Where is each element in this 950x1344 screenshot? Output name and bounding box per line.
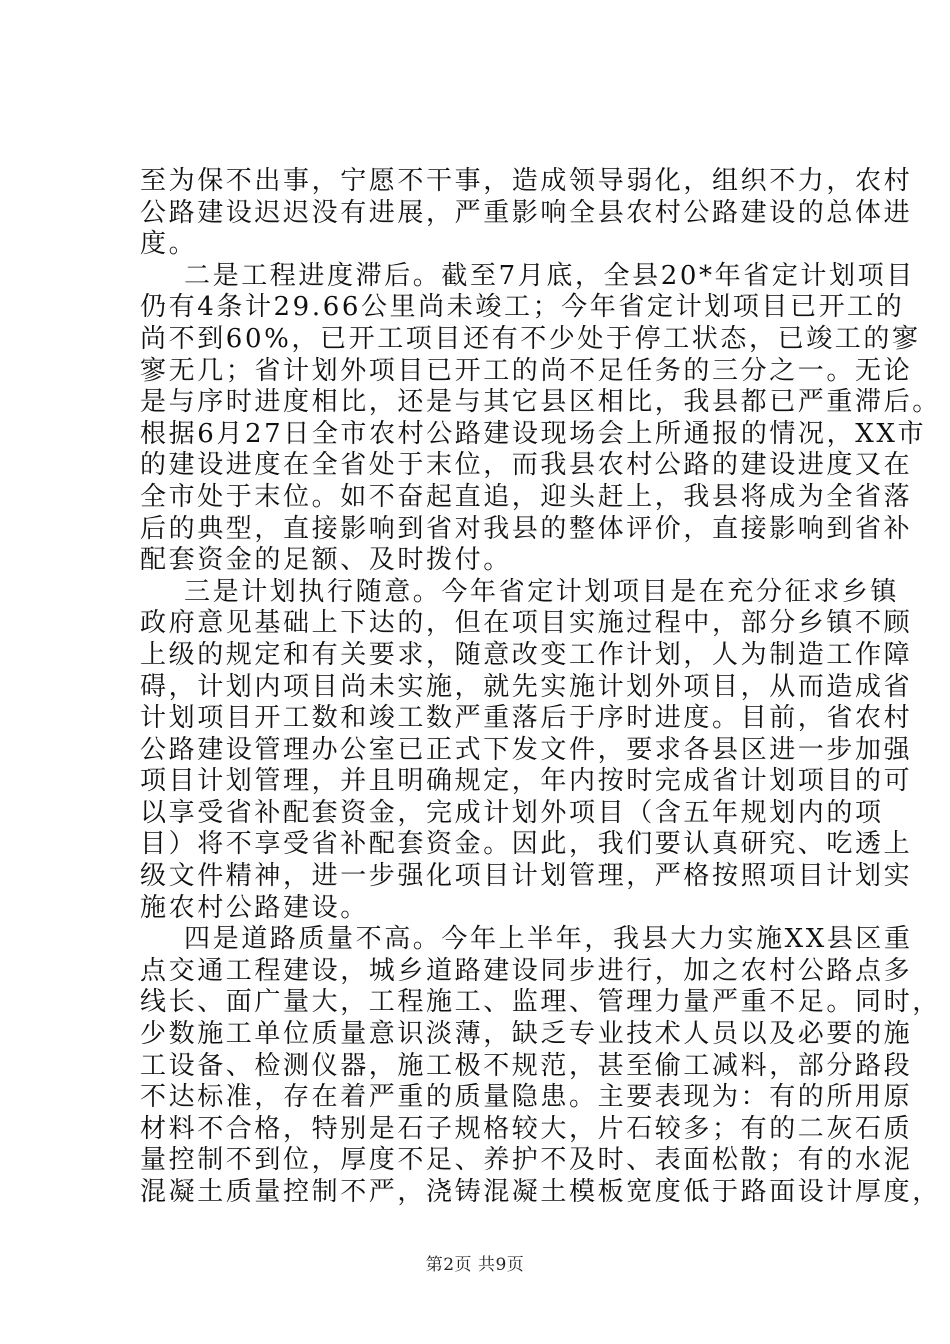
text-line: 全市处于末位。如不奋起直追，迎头赶上，我县将成为全省落 bbox=[140, 481, 913, 512]
text-line: 项目计划管理，并且明确规定，年内按时完成省计划项目的可 bbox=[140, 766, 913, 797]
text-line: 点交通工程建设，城乡道路建设同步进行，加之农村公路点多 bbox=[140, 955, 913, 986]
text-line: 寥无几；省计划外项目已开工的尚不足任务的三分之一。无论 bbox=[140, 355, 913, 386]
text-line: 不达标准，存在着严重的质量隐患。主要表现为：有的所用原 bbox=[140, 1082, 913, 1113]
text-line: 上级的规定和有关要求，随意改变工作计划，人为制造工作障 bbox=[140, 639, 913, 670]
text-line: 仍有4条计29.66公里尚未竣工；今年省定计划项目已开工的 bbox=[140, 292, 905, 323]
text-line: 材料不合格，特别是石子规格较大，片石较多；有的二灰石质 bbox=[140, 1113, 913, 1144]
text-line: 是与序时进度相比，还是与其它县区相比，我县都已严重滞后。 bbox=[140, 387, 941, 418]
text-line: 线长、面广量大，工程施工、监理、管理力量严重不足。同时， bbox=[140, 987, 941, 1018]
text-line: 三是计划执行随意。今年省定计划项目是在充分征求乡镇 bbox=[184, 576, 900, 607]
text-line: 少数施工单位质量意识淡薄，缺乏专业技术人员以及必要的施 bbox=[140, 1019, 913, 1050]
text-line: 计划项目开工数和竣工数严重落后于序时进度。目前，省农村 bbox=[140, 703, 913, 734]
text-line: 碍，计划内项目尚未实施，就先实施计划外项目，从而造成省 bbox=[140, 671, 913, 702]
text-line: 公路建设迟迟没有进展，严重影响全县农村公路建设的总体进 bbox=[140, 197, 913, 228]
text-line: 混凝土质量控制不严，浇铸混凝土模板宽度低于路面设计厚度， bbox=[140, 1177, 941, 1207]
text-line: 级文件精神，进一步强化项目计划管理，严格按照项目计划实 bbox=[140, 861, 913, 892]
text-line: 的建设进度在全省处于末位，而我县农村公路的建设进度又在 bbox=[140, 450, 913, 481]
text-line: 后的典型，直接影响到省对我县的整体评价，直接影响到省补 bbox=[140, 513, 913, 544]
text-line: 根据6月27日全市农村公路建设现场会上所通报的情况，XX市 bbox=[140, 418, 927, 449]
text-line: 二是工程进度滞后。截至7月底，全县20*年省定计划项目 bbox=[184, 260, 915, 291]
text-line: 量控制不到位，厚度不足、养护不及时、表面松散；有的水泥 bbox=[140, 1145, 913, 1176]
text-line: 公路建设管理办公室已正式下发文件，要求各县区进一步加强 bbox=[140, 734, 913, 765]
text-line: 目）将不享受省补配套资金。因此，我们要认真研究、吃透上 bbox=[140, 829, 913, 860]
document-body bbox=[140, 166, 941, 1209]
text-line: 度。 bbox=[140, 229, 198, 260]
text-line: 尚不到60%，已开工项目还有不少处于停工状态，已竣工的寥 bbox=[140, 323, 921, 354]
page-footer: 第2页 共9页 bbox=[425, 1255, 525, 1275]
text-line: 以享受省补配套资金，完成计划外项目（含五年规划内的项 bbox=[140, 797, 884, 828]
text-line: 工设备、检测仪器，施工极不规范，甚至偷工减料，部分路段 bbox=[140, 1050, 913, 1081]
text-line: 施农村公路建设。 bbox=[140, 892, 369, 923]
text-line: 配套资金的足额、及时拨付。 bbox=[140, 545, 512, 576]
text-line: 四是道路质量不高。今年上半年，我县大力实施XX县区重 bbox=[184, 924, 913, 955]
text-line: 至为保不出事，宁愿不干事，造成领导弱化，组织不力，农村 bbox=[140, 166, 913, 196]
text-line: 政府意见基础上下达的，但在项目实施过程中，部分乡镇不顾 bbox=[140, 608, 913, 639]
